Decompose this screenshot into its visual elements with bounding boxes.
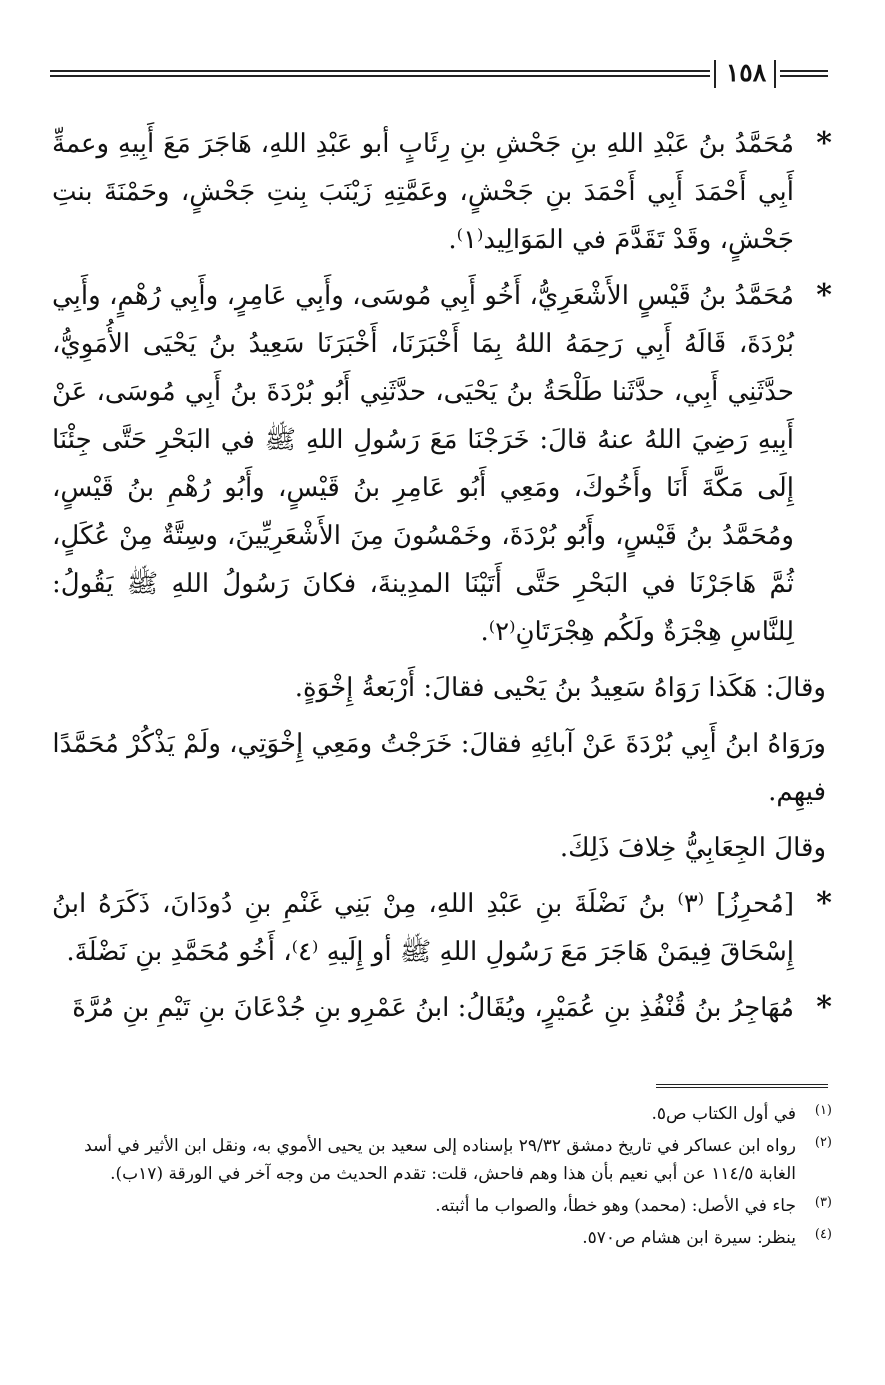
entry-muhajir-ibn-qunfudh bbox=[52, 984, 832, 1032]
footnote bbox=[52, 1192, 832, 1220]
footnote-number: (٤) bbox=[814, 1227, 832, 1242]
footnote-separator bbox=[656, 1084, 828, 1088]
entry-text: مُحَمَّدُ بنُ عَبْدِ اللهِ بنِ جَحْشِ بنِ رِئَابٍ أبو عَبْدِ اللهِ، هَاجَرَ مَعَ أَبِيهِ وعمةِّ أَبِي أَحْمَدَ أَبِي أَحْمَدَ بنِ جَحْشٍ، وعَمَّتِهِ زَيْنَبَ بِنتِ جَحْشٍ، وحَمْنَةَ بنتِ جَحْشٍ، وقَدْ تَقَدَّمَ في المَوَالِيد⁽١⁾. bbox=[52, 129, 794, 255]
entry-marker: * bbox=[816, 990, 832, 1025]
footnote-number: (٣) bbox=[814, 1195, 832, 1210]
footnote-text: جاء في الأصل: (محمد) وهو خطأ، والصواب ما أثبته. bbox=[435, 1196, 796, 1216]
commentary-paragraph: وقالَ الجِعَابِيُّ خِلافَ ذَلِكَ. bbox=[559, 833, 826, 863]
entry-text: مُحَمَّدُ بنُ قَيْسٍ الأَشْعَرِيُّ، أَخُو أَبِي مُوسَى، وأَبِي عَامِرٍ، وأَبِي رُهْمٍ، وأَبِي بُرْدَةَ، قَالَهُ أَبِي رَحِمَهُ اللهُ بِمَا أَخْبَرَنَا، أَخْبَرَنَا سَعِيدُ بنُ يَحْيَى الأُمَوِيُّ، حدَّثَنِي أَبِي، حدَّثَنا طَلْحَةُ بنُ يَحْيَى، حدَّثَنِي أَبُو بُرْدَةَ بنُ أَبِي مُوسَى، عَنْ أَبِيهِ رَضِيَ اللهُ عنهُ قالَ: خَرَجْنَا مَعَ رَسُولِ اللهِ ﷺ في البَحْرِ حَتَّى جِئْنَا إِلَى مَكَّةَ أَنَا وأَخُوكَ، ومَعِي أَبُو عَامِرِ بنُ قَيْسٍ، وأَبُو رُهْمِ بنُ قَيْسٍ، ومُحَمَّدُ بنُ قَيْسٍ، وأَبُو بُرْدَةَ، وخَمْسُونَ مِنَ الأَشْعَرِيِّينَ، وسِتَّةٌ مِنْ عُكَلٍ، ثُمَّ هَاجَرْنَا في البَحْرِ حَتَّى أَتَيْنَا المدِينةَ، فكانَ رَسُولُ اللهِ ﷺ يَقُولُ: لِلنَّاسِ هِجْرَةٌ ولَكُم هِجْرَتَانِ⁽٢⁾. bbox=[52, 281, 794, 647]
footnote bbox=[52, 1132, 832, 1188]
page-number: ١٥٨ bbox=[725, 58, 767, 87]
entry-muhammad-ibn-abdullah bbox=[52, 120, 832, 264]
header-divider bbox=[714, 60, 716, 88]
entry-text: مُهَاجِرُ بنُ قُنْفُذِ بنِ عُمَيْرٍ، ويُقَالُ: ابنُ عَمْرِو بنِ جُدْعَانَ بنِ تَيْمِ بنِ مُرَّةَ bbox=[72, 993, 794, 1023]
footnotes bbox=[52, 1100, 832, 1256]
header-rule-short bbox=[780, 70, 828, 77]
entry-text: [مُحرِزُ] ⁽٣⁾ بنُ نَضْلَةَ بنِ عَبْدِ اللهِ، مِنْ بَنِي غَنْمِ بنِ دُودَانَ، ذَكَرَهُ ابنُ إِسْحَاقَ فِيمَنْ هَاجَرَ مَعَ رَسُولِ اللهِ ﷺ أو إِلَيهِ ⁽٤⁾، أَخُو مُحَمَّدِ بنِ نَضْلَةَ. bbox=[52, 889, 794, 967]
footnote-text: في أول الكتاب ص٥. bbox=[651, 1104, 796, 1124]
footnote-text: رواه ابن عساكر في تاريخ دمشق ٢٩/٣٢ بإسناده إلى سعيد بن يحيى الأموي به، ونقل ابن الأثير في أسد الغابة ١١٤/٥ عن أبي نعيم بأن هذا وهم فاحش، قلت: تقدم الحديث من وجه آخر في الورقة (١٧ب). bbox=[84, 1136, 796, 1184]
footnote-number: (٢) bbox=[814, 1135, 832, 1150]
header-divider bbox=[774, 60, 776, 88]
entry-muhriz-ibn-nadla bbox=[52, 880, 832, 976]
footnote bbox=[52, 1224, 832, 1252]
page-header bbox=[40, 58, 830, 90]
footnote-number: (١) bbox=[814, 1103, 832, 1118]
footnote bbox=[52, 1100, 832, 1128]
main-text bbox=[52, 120, 832, 1040]
entry-marker: * bbox=[816, 126, 832, 161]
entry-marker: * bbox=[816, 278, 832, 313]
header-rule bbox=[50, 70, 710, 77]
footnote-text: ينظر: سيرة ابن هشام ص٥٧٠. bbox=[582, 1228, 796, 1248]
commentary-paragraph: وقالَ: هَكَذا رَوَاهُ سَعِيدُ بنُ يَحْيى فقالَ: أَرْبَعةُ إِخْوَةٍ. bbox=[294, 673, 826, 703]
entry-muhammad-ibn-qays bbox=[52, 272, 832, 656]
commentary-paragraph: ورَوَاهُ ابنُ أَبِي بُرْدَةَ عَنْ آبائِهِ فقالَ: خَرَجْتُ ومَعِي إِخْوَتِي، ولَمْ يَذْكُرْ مُحَمَّدًا فيهِم. bbox=[52, 729, 826, 807]
entry-marker: * bbox=[816, 886, 832, 921]
